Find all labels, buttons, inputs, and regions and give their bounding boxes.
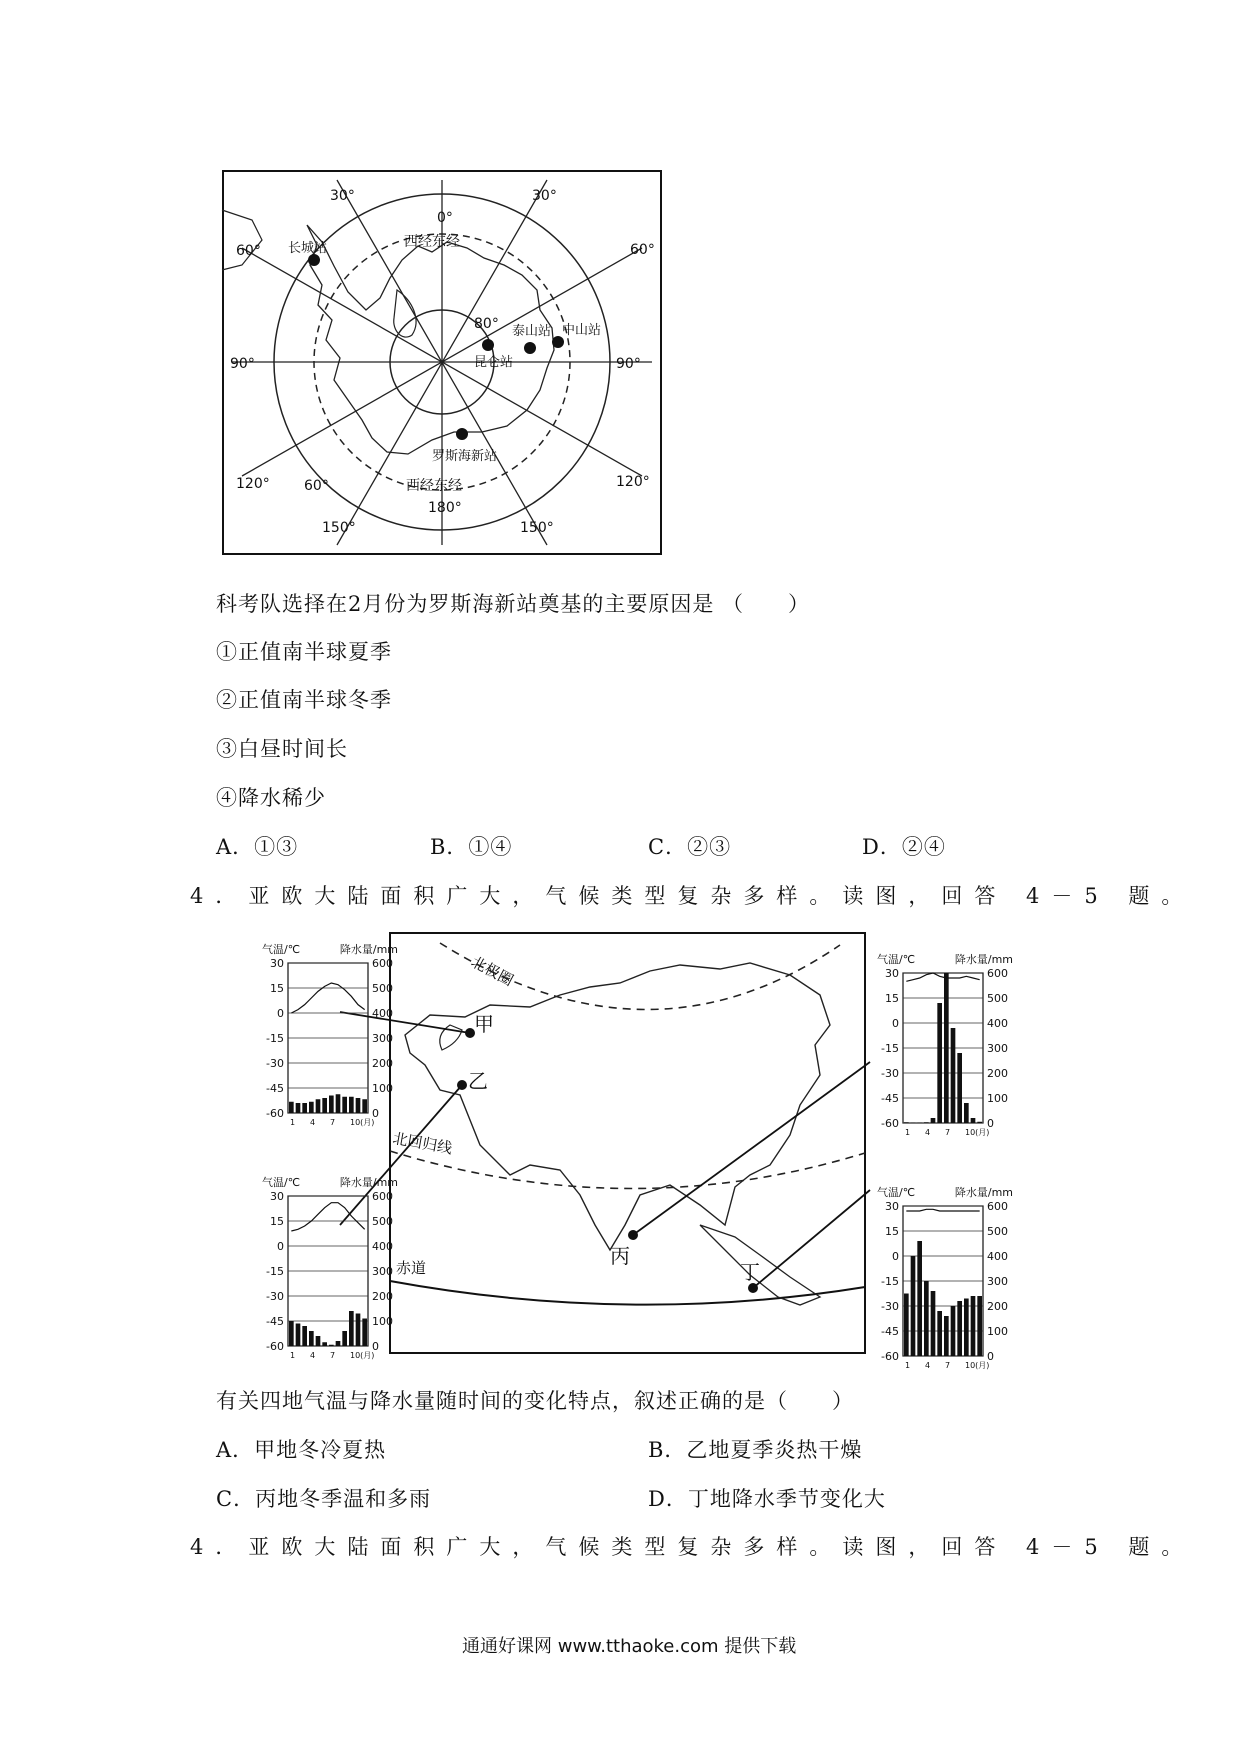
temp-tick-label: -30 <box>266 1290 284 1303</box>
precip-axis-title: 降水量/mm <box>954 953 1013 966</box>
precip-bar <box>931 1291 936 1356</box>
temperature-line <box>291 1203 364 1231</box>
temp-tick-label: -45 <box>881 1092 899 1105</box>
temp-axis-title: 气温/℃ <box>262 1176 301 1189</box>
eurasia-map-frame <box>390 933 865 1353</box>
q3-option-b[interactable]: B．①④ <box>430 835 513 859</box>
q4-option-c[interactable]: C．丙地冬季温和多雨 <box>216 1487 432 1511</box>
zhongshan-label: 中山站 <box>562 323 602 338</box>
temp-tick-label: -60 <box>266 1107 284 1120</box>
q3-statement-1: ①正值南半球夏季 <box>216 640 392 664</box>
temp-tick-label: 15 <box>270 982 284 995</box>
precip-tick-label: 300 <box>372 1032 393 1045</box>
precip-bar <box>944 1316 949 1356</box>
month-tick-label: 4 <box>925 1361 931 1370</box>
q5-stem: 4．亚欧大陆面积广大，气候类型复杂多样。读图，回答 4－5 题。 <box>190 1535 1195 1559</box>
precip-tick-label: 400 <box>987 1250 1008 1263</box>
precip-bar <box>296 1103 301 1113</box>
month-tick-label: 1 <box>290 1118 296 1127</box>
q3-statement-4: ④降水稀少 <box>216 786 326 810</box>
precip-tick-label: 400 <box>987 1017 1008 1030</box>
q3-option-d[interactable]: D．②④ <box>862 835 946 859</box>
climate-chart-0 <box>262 942 398 1127</box>
precip-tick-label: 0 <box>372 1340 379 1353</box>
precip-bar <box>322 1342 327 1346</box>
temp-tick-label: 30 <box>885 967 899 980</box>
meridian-label-top: 西经东经 <box>404 234 460 250</box>
label-30-left: 30° <box>330 188 355 204</box>
precip-bar <box>964 1299 969 1357</box>
precip-bar <box>971 1118 976 1123</box>
label-0: 0° <box>437 210 453 226</box>
month-tick-label: 7 <box>330 1118 336 1127</box>
label-150-right: 150° <box>520 520 554 536</box>
precip-bar <box>951 1306 956 1356</box>
precip-bar <box>336 1094 341 1113</box>
month-tick-label: 10(月) <box>350 1351 375 1360</box>
precip-bar <box>944 973 949 1123</box>
precip-tick-label: 600 <box>372 957 393 970</box>
temp-tick-label: 0 <box>277 1240 284 1253</box>
climate-chart-3 <box>877 1185 1013 1370</box>
precip-bar <box>289 1321 294 1346</box>
label-90-right: 90° <box>616 356 641 372</box>
antarctica-map <box>222 170 662 555</box>
month-tick-label: 1 <box>905 1361 911 1370</box>
temp-tick-label: -45 <box>266 1315 284 1328</box>
precip-bar <box>342 1097 347 1113</box>
month-tick-label: 4 <box>310 1351 316 1360</box>
precip-tick-label: 200 <box>372 1057 393 1070</box>
label-180: 180° <box>428 500 462 516</box>
temp-tick-label: -60 <box>881 1350 899 1363</box>
precip-tick-label: 500 <box>987 992 1008 1005</box>
precip-bar <box>937 1003 942 1123</box>
q4-question: 有关四地气温与降水量随时间的变化特点，叙述正确的是（ ） <box>216 1389 854 1413</box>
temp-tick-label: 30 <box>270 957 284 970</box>
q3-statement-3: ③白昼时间长 <box>216 737 348 761</box>
precip-bar <box>342 1331 347 1346</box>
precip-bar <box>362 1319 367 1347</box>
precip-bar <box>964 1103 969 1123</box>
q4-option-d[interactable]: D．丁地降水季节变化大 <box>648 1487 886 1511</box>
precip-bar <box>309 1331 314 1346</box>
precip-bar <box>329 1096 334 1114</box>
precip-tick-label: 500 <box>372 1215 393 1228</box>
precip-bar <box>289 1102 294 1113</box>
precip-bar <box>322 1098 327 1113</box>
temp-tick-label: -30 <box>881 1300 899 1313</box>
temp-tick-label: -60 <box>266 1340 284 1353</box>
precip-axis-title: 降水量/mm <box>954 1186 1013 1199</box>
arctic-circle-label: 北极圈 <box>468 952 517 990</box>
precip-bar <box>349 1311 354 1346</box>
changcheng-label: 长城站 <box>288 241 328 256</box>
precip-bar <box>977 1296 982 1356</box>
label-30-right: 30° <box>532 188 557 204</box>
q4-option-b[interactable]: B．乙地夏季炎热干燥 <box>648 1438 863 1462</box>
precip-bar <box>302 1326 307 1346</box>
climate-chart-1 <box>262 1175 398 1360</box>
precip-tick-label: 300 <box>987 1275 1008 1288</box>
precip-bar <box>349 1097 354 1113</box>
place-bing: 丙 <box>610 1244 630 1268</box>
temp-tick-label: 30 <box>270 1190 284 1203</box>
precip-bar <box>917 1123 922 1124</box>
luosi-label: 罗斯海新站 <box>432 449 498 464</box>
precip-bar <box>957 1301 962 1356</box>
precip-bar <box>924 1281 929 1356</box>
precip-bar <box>356 1098 361 1113</box>
temp-tick-label: -45 <box>881 1325 899 1338</box>
temp-tick-label: 15 <box>270 1215 284 1228</box>
precip-bar <box>309 1102 314 1113</box>
q3-stem: 科考队选择在2月份为罗斯海新站奠基的主要原因是 （ ） <box>216 592 811 616</box>
place-jia: 甲 <box>474 1012 494 1036</box>
precip-tick-label: 300 <box>987 1042 1008 1055</box>
place-ding: 丁 <box>740 1260 760 1284</box>
kunlun-station-dot <box>482 339 494 351</box>
meridian-label-bottom: 西经东经 <box>406 478 462 494</box>
month-tick-label: 7 <box>330 1351 336 1360</box>
precip-bar <box>316 1099 321 1113</box>
month-tick-label: 1 <box>290 1351 296 1360</box>
precip-bar <box>356 1314 361 1347</box>
precip-bar <box>951 1028 956 1123</box>
precip-tick-label: 200 <box>372 1290 393 1303</box>
precip-tick-label: 100 <box>987 1092 1008 1105</box>
precip-tick-label: 600 <box>987 1200 1008 1213</box>
label-60-inner: 60° <box>304 478 329 494</box>
temp-tick-label: -15 <box>881 1042 899 1055</box>
precip-bar <box>336 1341 341 1346</box>
precip-tick-label: 200 <box>987 1300 1008 1313</box>
month-tick-label: 10(月) <box>965 1128 990 1137</box>
temp-tick-label: -30 <box>881 1067 899 1080</box>
footer-credit: 通通好课网 www.tthaoke.com 提供下载 <box>462 1636 797 1657</box>
precip-bar <box>911 1256 916 1356</box>
precip-tick-label: 100 <box>987 1325 1008 1338</box>
antarctica-map-svg <box>222 170 662 555</box>
temp-tick-label: -45 <box>266 1082 284 1095</box>
precip-tick-label: 200 <box>987 1067 1008 1080</box>
temp-tick-label: 30 <box>885 1200 899 1213</box>
precip-bar <box>904 1294 909 1357</box>
temperature-line <box>906 973 979 981</box>
label-150-left: 150° <box>322 520 356 536</box>
equator-label: 赤道 <box>396 1259 427 1277</box>
month-tick-label: 7 <box>945 1361 951 1370</box>
precip-bar <box>316 1336 321 1346</box>
precip-tick-label: 300 <box>372 1265 393 1278</box>
label-60-right: 60° <box>630 242 655 258</box>
precip-bar <box>911 1123 916 1124</box>
precip-bar <box>904 1122 909 1123</box>
month-tick-label: 1 <box>905 1128 911 1137</box>
precip-bar <box>977 1122 982 1123</box>
temperature-line <box>291 983 364 1013</box>
label-60-left: 60° <box>236 243 261 259</box>
precip-bar <box>924 1122 929 1123</box>
temp-tick-label: 15 <box>885 1225 899 1238</box>
climate-chart-2 <box>877 952 1013 1137</box>
precip-tick-label: 400 <box>372 1007 393 1020</box>
label-80: 80° <box>474 316 499 332</box>
temp-tick-label: -15 <box>266 1032 284 1045</box>
temp-tick-label: -30 <box>266 1057 284 1070</box>
month-tick-label: 7 <box>945 1128 951 1137</box>
month-tick-label: 4 <box>310 1118 316 1127</box>
temp-tick-label: -15 <box>266 1265 284 1278</box>
q3-option-c[interactable]: C．②③ <box>648 835 732 859</box>
label-120-left: 120° <box>236 476 270 492</box>
precip-tick-label: 100 <box>372 1082 393 1095</box>
precip-bar <box>329 1345 334 1346</box>
precip-tick-label: 0 <box>372 1107 379 1120</box>
precip-tick-label: 600 <box>987 967 1008 980</box>
precip-bar <box>971 1296 976 1356</box>
precip-tick-label: 100 <box>372 1315 393 1328</box>
month-tick-label: 10(月) <box>350 1118 375 1127</box>
temp-tick-label: 15 <box>885 992 899 1005</box>
precip-bar <box>302 1103 307 1113</box>
temp-axis-title: 气温/℃ <box>877 1186 916 1199</box>
luosi-station-dot <box>456 428 468 440</box>
precip-tick-label: 400 <box>372 1240 393 1253</box>
precip-bar <box>362 1099 367 1113</box>
precip-tick-label: 500 <box>987 1225 1008 1238</box>
q3-option-a[interactable]: A．①③ <box>216 835 299 859</box>
temp-tick-label: -60 <box>881 1117 899 1130</box>
tropic-label: 北回归线 <box>391 1129 454 1158</box>
temp-axis-title: 气温/℃ <box>262 943 301 956</box>
precip-tick-label: 500 <box>372 982 393 995</box>
temperature-line <box>906 1209 979 1211</box>
q4-stem: 4．亚欧大陆面积广大，气候类型复杂多样。读图，回答 4－5 题。 <box>190 884 1195 908</box>
taishan-label: 泰山站 <box>512 324 552 339</box>
label-120-right: 120° <box>616 474 650 490</box>
precip-tick-label: 0 <box>987 1350 994 1363</box>
q4-option-a[interactable]: A．甲地冬冷夏热 <box>216 1438 387 1462</box>
label-90-left: 90° <box>230 356 255 372</box>
taishan-station-dot <box>524 342 536 354</box>
temp-tick-label: 0 <box>277 1007 284 1020</box>
precip-axis-title: 降水量/mm <box>339 1176 398 1189</box>
eurasia-climate-figure <box>230 925 1060 1370</box>
precip-tick-label: 0 <box>987 1117 994 1130</box>
place-yi: 乙 <box>468 1069 488 1093</box>
temp-tick-label: 0 <box>892 1017 899 1030</box>
precip-bar <box>917 1241 922 1356</box>
temp-axis-title: 气温/℃ <box>877 953 916 966</box>
month-tick-label: 10(月) <box>965 1361 990 1370</box>
temp-tick-label: -15 <box>881 1275 899 1288</box>
kunlun-label: 昆仑站 <box>474 355 514 370</box>
q3-statement-2: ②正值南半球冬季 <box>216 688 392 712</box>
temp-tick-label: 0 <box>892 1250 899 1263</box>
precip-bar <box>957 1053 962 1123</box>
precip-axis-title: 降水量/mm <box>339 943 398 956</box>
precip-bar <box>296 1324 301 1347</box>
precip-bar <box>937 1311 942 1356</box>
precip-bar <box>931 1118 936 1123</box>
precip-tick-label: 600 <box>372 1190 393 1203</box>
month-tick-label: 4 <box>925 1128 931 1137</box>
eurasia-climate-svg <box>230 925 1060 1370</box>
